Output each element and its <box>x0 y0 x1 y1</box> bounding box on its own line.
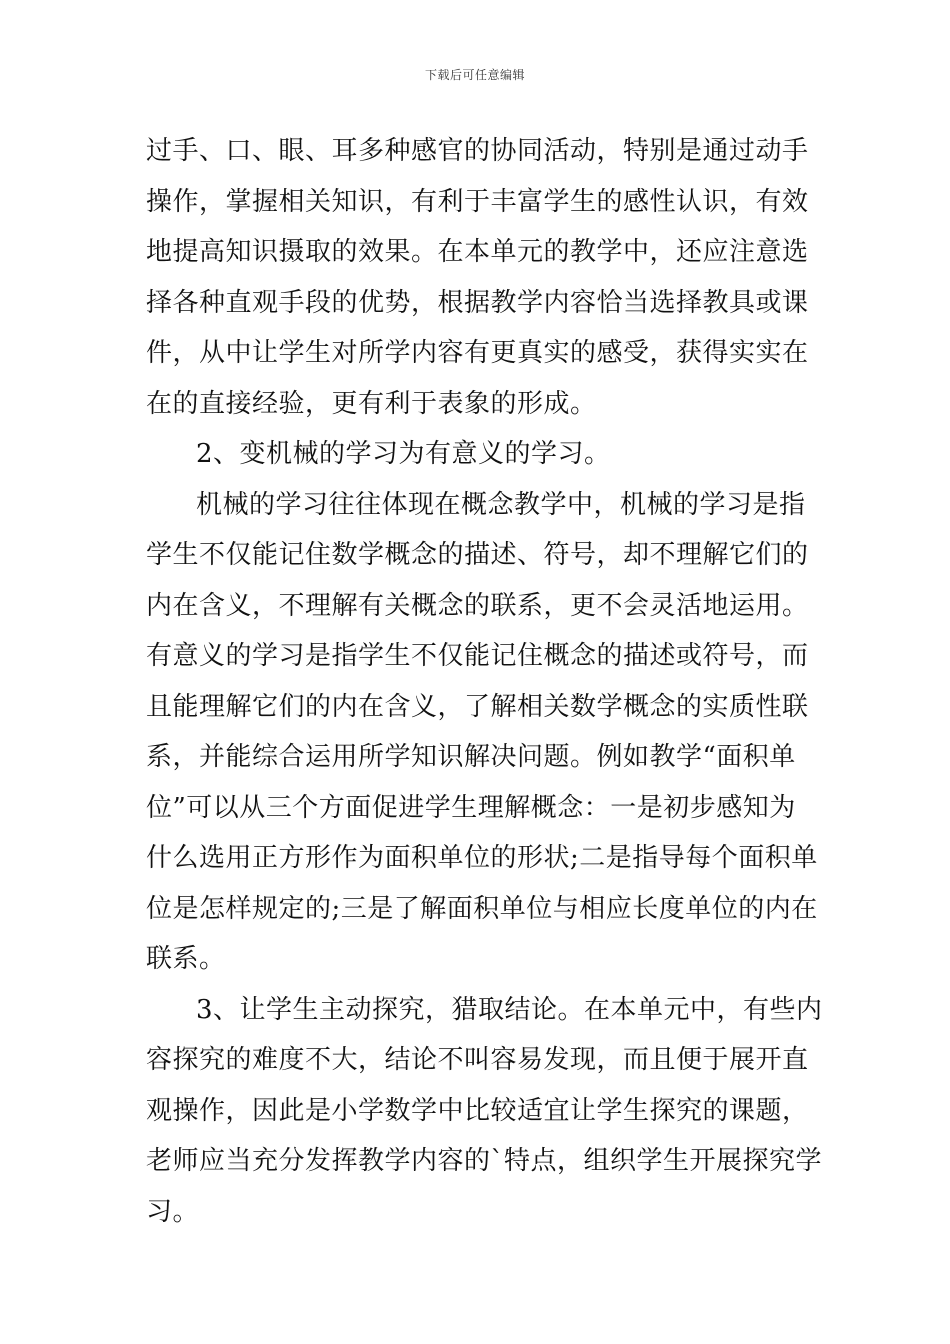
text-line: 系，并能综合运用所学知识解决问题。例如教学“面积单 <box>146 742 796 772</box>
text-line: 容探究的难度不大，结论不叫容易发现，而且便于展开直 <box>146 1045 809 1075</box>
text-line: 机械的学习往往体现在概念教学中，机械的学习是指 <box>196 489 806 520</box>
text-line: 且能理解它们的内在含义，了解相关数学概念的实质性联 <box>146 691 809 722</box>
text-line: 地提高知识摄取的效果。在本单元的教学中，还应注意选 <box>146 237 809 267</box>
text-line: 习。 <box>146 1196 200 1227</box>
text-line: 操作，掌握相关知识，有利于丰富学生的感性认识，有效 <box>146 186 809 217</box>
section-heading-2: 2、变机械的学习为有意义的学习。 <box>196 439 611 469</box>
text-line: 有意义的学习是指学生不仅能记住概念的描述或符号，而 <box>146 641 809 671</box>
page-header: 下载后可任意编辑 <box>424 68 525 82</box>
text-line: 老师应当充分发挥教学内容的`特点，组织学生开展探究学 <box>146 1146 823 1176</box>
text-line: 学生不仅能记住数学概念的描述、符号，却不理解它们的 <box>146 540 809 570</box>
text-line: 什么选用正方形作为面积单位的形状;二是指导每个面积单 <box>146 843 818 873</box>
text-line: 观操作，因此是小学数学中比较适宜让学生探究的课题， <box>146 1095 809 1126</box>
text-line: 联系。 <box>146 944 226 974</box>
text-line: 过手、口、眼、耳多种感官的协同活动，特别是通过动手 <box>146 136 809 166</box>
text-line: 内在含义，不理解有关概念的联系，更不会灵活地运用。 <box>146 590 809 621</box>
text-line: 位是怎样规定的;三是了解面积单位与相应长度单位的内在 <box>146 893 818 924</box>
text-line: 择各种直观手段的优势，根据教学内容恰当选择教具或课 <box>146 287 809 318</box>
text-line: 在的直接经验，更有利于表象的形成。 <box>146 388 597 419</box>
body-text <box>146 126 823 1237</box>
text-line: 位”可以从三个方面促进学生理解概念：一是初步感知为 <box>146 792 796 823</box>
text-line: 件，从中让学生对所学内容有更真实的感受，获得实实在 <box>146 338 809 368</box>
section-heading-3: 3、让学生主动探究，猎取结论。在本单元中，有些内 <box>196 994 823 1025</box>
